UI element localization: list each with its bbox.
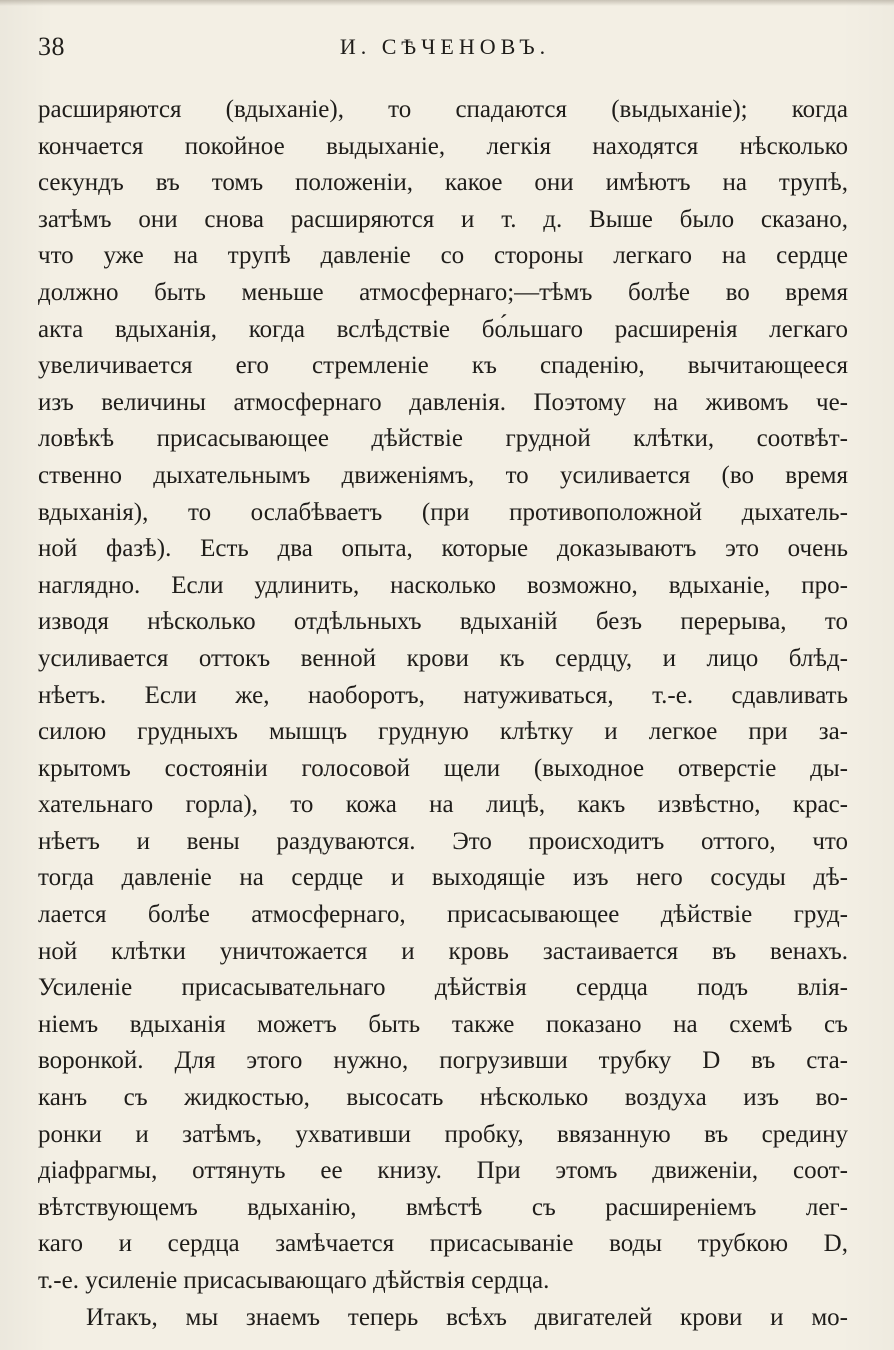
page-top-edge [0,0,894,6]
text-line: крытомъ состояніи голосовой щели (выходное отверстіе ды- [38,754,848,782]
text-line: канъ съ жидкостью, высосать нѣсколько воздуха изъ во- [38,1084,848,1112]
body-text [38,92,848,1336]
text-line: затѣмъ они снова расширяются и т. д. Выше было сказано, [38,205,848,233]
text-line: нѣетъ и вены раздуваются. Это происходитъ оттого, что [38,827,848,855]
text-line: каго и сердца замѣчается присасываніе воды трубкою D, [38,1230,848,1258]
page-number: 38 [38,32,65,61]
text-line: вдыханія), то ослабѣваетъ (при противоположной дыхатель- [38,498,848,526]
text-line: вѣтствующемъ вдыханію, вмѣстѣ съ расширеніемъ лег- [38,1193,848,1221]
text-line: кончается покойное выдыханіе, легкія находятся нѣсколько [38,132,848,160]
text-line: хательнаго горла), то кожа на лицѣ, какъ извѣстно, крас- [38,791,848,819]
page-header [38,34,852,64]
text-line: секундъ въ томъ положеніи, какое они имѣютъ на трупѣ, [38,169,848,197]
text-line: что уже на трупѣ давленіе со стороны легкаго на сердце [38,242,848,270]
text-line: акта вдыханія, когда вслѣдствіе бо́льшаго расширенія легкаго [38,315,848,343]
running-head: И. СѢЧЕНОВЪ. [339,34,551,59]
text-line: ловѣкѣ присасывающее дѣйствіе грудной клѣтки, соотвѣт- [38,425,848,453]
text-line: наглядно. Если удлинить, насколько возможно, вдыханіе, про- [38,571,848,599]
text-line: изводя нѣсколько отдѣльныхъ вдыханій безъ перерыва, то [38,608,848,636]
text-line: усиливается оттокъ венной крови къ сердцу, и лицо блѣд- [38,644,848,672]
text-line: расширяются (вдыханіе), то спадаются (выдыханіе); когда [38,96,848,123]
text-line: изъ величины атмосфернаго давленія. Поэтому на живомъ че- [38,388,848,416]
text-line: ной фазѣ). Есть два опыта, которые доказываютъ это очень [38,535,848,563]
text-line: тогда давленіе на сердце и выходящіе изъ него сосуды дѣ- [38,864,848,892]
text-line: нѣетъ. Если же, наоборотъ, натуживаться, т.-е. сдавливать [38,681,848,709]
text-line: Усиленіе присасывательнаго дѣйствія сердца подъ влія- [38,974,848,1002]
text-line: ніемъ вдыханія можетъ быть также показано на схемѣ съ [38,1010,848,1038]
text-line: силою грудныхъ мышцъ грудную клѣтку и легкое при за- [38,718,848,746]
text-line: ной клѣтки уничтожается и кровь застаивается въ венахъ. [38,937,848,965]
text-line: воронкой. Для этого нужно, погрузивши трубку D въ ста- [38,1047,848,1075]
text-line: лается болѣе атмосфернаго, присасывающее дѣйствіе груд- [38,901,848,929]
text-line-paragraph-end: т.-е. усиленіе присасывающаго дѣйствія сердца. [38,1267,550,1294]
text-line: увеличивается его стремленіе къ спаденію, вычитающееся [38,352,848,380]
text-line: должно быть меньше атмосфернаго;—тѣмъ болѣе во время [38,278,848,306]
text-line: ронки и затѣмъ, ухвативши пробку, ввязанную въ средину [38,1120,848,1148]
text-line: діафрагмы, оттянуть ее книзу. При этомъ движеніи, соот- [38,1157,848,1185]
text-line-paragraph-start: Итакъ, мы знаемъ теперь всѣхъ двигателей крови и мо- [86,1303,848,1331]
text-line: ственно дыхательнымъ движеніямъ, то усиливается (во время [38,461,848,489]
